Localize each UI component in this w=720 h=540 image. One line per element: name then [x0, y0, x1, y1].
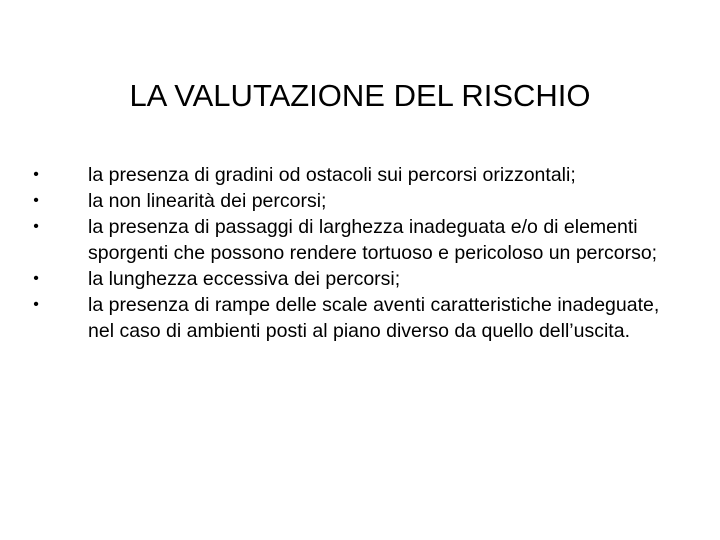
bullet-text: la presenza di passaggi di larghezza inadeguata e/o di elementi sporgenti che possono rendere tortuoso e pericoloso un percorso;: [88, 216, 658, 264]
bullet-icon: •: [33, 218, 39, 235]
bullet-item: [30, 214, 680, 266]
bullet-text: la lunghezza eccessiva dei percorsi;: [88, 268, 401, 290]
bullet-list: [30, 162, 680, 344]
bullet-text: la non linearità dei percorsi;: [88, 190, 327, 212]
bullet-text: la presenza di gradini od ostacoli sui percorsi orizzontali;: [88, 164, 576, 186]
slide-title: LA VALUTAZIONE DEL RISCHIO: [129, 78, 591, 113]
bullet-item: [30, 292, 680, 344]
bullet-icon: •: [33, 296, 39, 313]
bullet-text: la presenza di rampe delle scale aventi caratteristiche inadeguate, nel caso di ambienti posti al piano diverso da quello dell’uscita.: [88, 294, 660, 342]
bullet-item: [30, 266, 680, 292]
bullet-item: [30, 188, 680, 214]
bullet-item: [30, 162, 680, 188]
bullet-icon: •: [33, 166, 39, 183]
bullet-icon: •: [33, 192, 39, 209]
bullet-icon: •: [33, 270, 39, 287]
